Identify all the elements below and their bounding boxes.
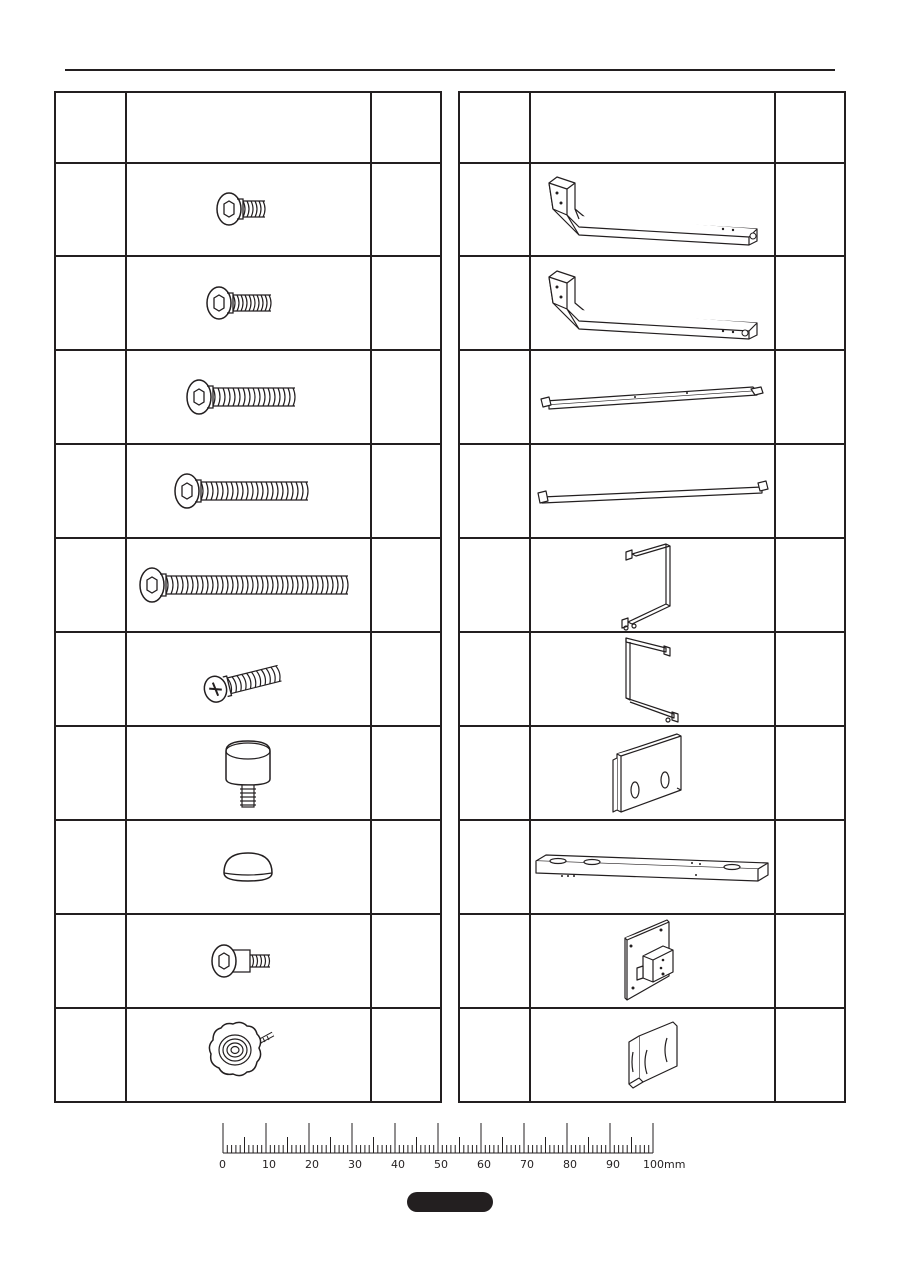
ruler-tick-label: 30 bbox=[348, 1158, 362, 1171]
ruler-tick-label: 60 bbox=[477, 1158, 491, 1171]
ruler-tick-label: 100mm bbox=[643, 1158, 686, 1171]
page-number-tab bbox=[407, 1192, 493, 1212]
ruler-tick-label: 20 bbox=[305, 1158, 319, 1171]
ruler-tick-label: 10 bbox=[262, 1158, 276, 1171]
ruler-tick-label: 70 bbox=[520, 1158, 534, 1171]
ruler-tick-label: 90 bbox=[606, 1158, 620, 1171]
ruler-tick-label: 50 bbox=[434, 1158, 448, 1171]
ruler-tick-label: 80 bbox=[563, 1158, 577, 1171]
ruler-tick-label: 0 bbox=[219, 1158, 226, 1171]
ruler-tick-label: 40 bbox=[391, 1158, 405, 1171]
